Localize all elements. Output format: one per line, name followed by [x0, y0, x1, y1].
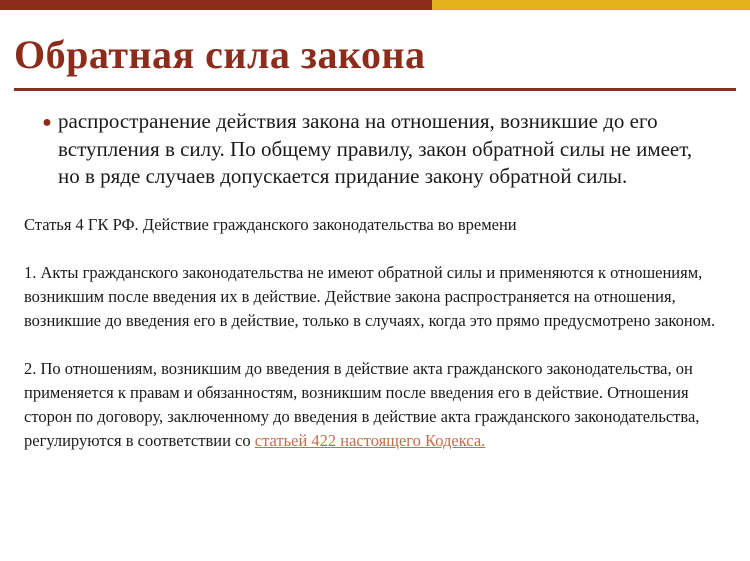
title-divider — [14, 88, 736, 91]
page-title: Обратная сила закона — [14, 32, 426, 77]
source-note: Статья 4 ГК РФ. Действие гражданского законодательства во времени — [24, 215, 517, 235]
top-bar-left-segment — [0, 0, 432, 10]
bullet-item-text: распространение действия закона на отношения, возникшие до его вступления в силу. По общему правилу, закон обратной силы не имеет, но в ряде случаев допускается придание закону обратной силы. — [58, 109, 693, 189]
article-422-link[interactable]: статьей 422 настоящего Кодекса. — [254, 430, 486, 450]
bullet-marker-icon: ● — [42, 114, 52, 131]
paragraph-1: 1. Акты гражданского законодательства не имеют обратной силы и применяются к отношениям, возникшим после введения их в действие. Действие закона распространяется на отношения, возникшие до введения его в действие, только в случаях, когда это прямо предусмотрено законом. — [24, 263, 716, 330]
bullet-list-item — [14, 108, 736, 191]
paragraph-2 — [14, 357, 736, 453]
top-bar-right-segment — [432, 0, 750, 10]
slide-content — [14, 100, 736, 453]
paragraph-2-text: 2. По отношениям, возникшим до введения в действие акта гражданского законодательства, он применяется к правам и обязанностям, возникшим после введения его в действие. Отношения сторон по договору, заключенному до введения в действие акта гражданского законодательства, регулируются в соответствии со — [24, 358, 700, 450]
decorative-top-bars — [0, 0, 750, 30]
